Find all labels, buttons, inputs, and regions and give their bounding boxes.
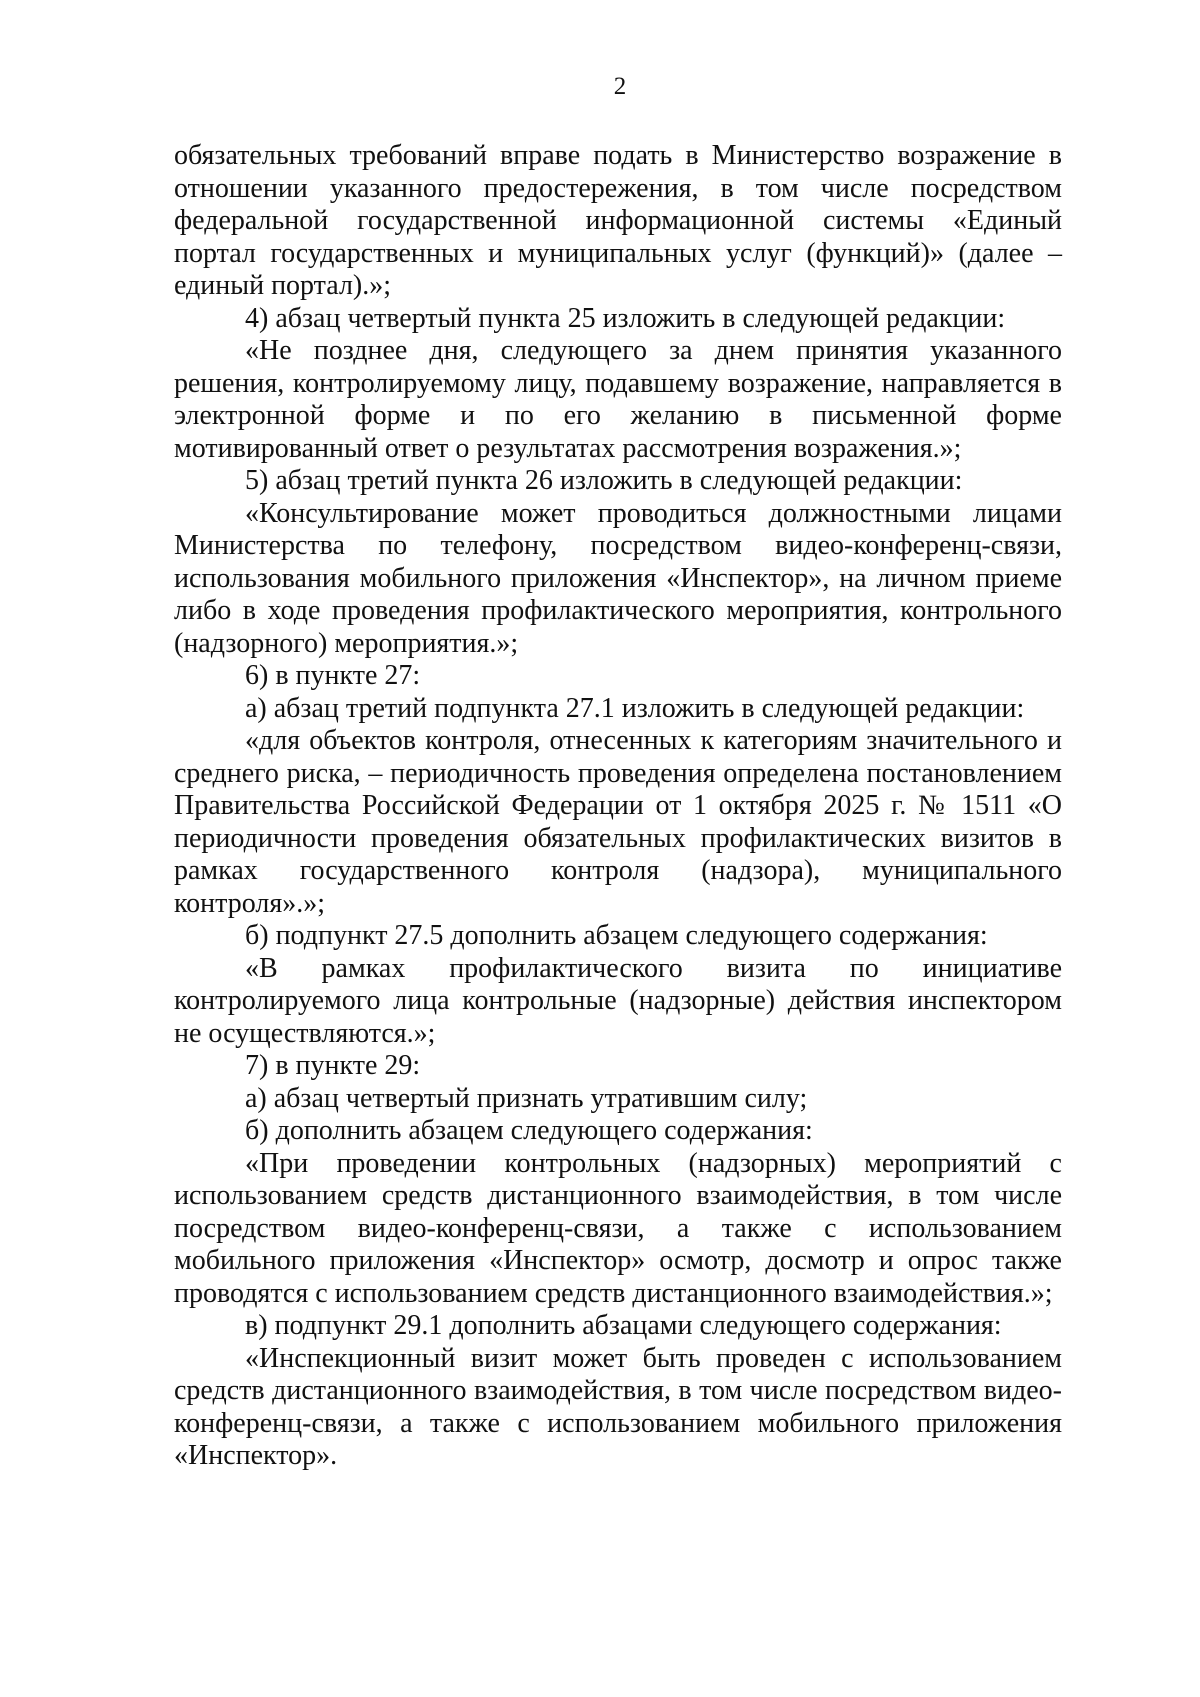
paragraph: обязательных требований вправе подать в Министерство возражение в отношении указанного предостережения, в том числе посредством федеральной государственной информационной системы «Единый портал государственных и муниципальных услуг (функций)» (далее – единый портал).»; <box>174 140 1062 301</box>
paragraph: б) дополнить абзацем следующего содержания: <box>245 1115 813 1146</box>
paragraph: «Инспекционный визит может быть проведен с использованием средств дистанционного взаимодействия, в том числе посредством видео-конференц-связи, а также с использованием мобильного приложения «Инспектор». <box>174 1342 1062 1471</box>
paragraph: «В рамках профилактического визита по инициативе контролируемого лица контрольные (надзорные) действия инспектором не осуществляются.»; <box>174 952 1062 1049</box>
paragraph: в) подпункт 29.1 дополнить абзацами следующего содержания: <box>245 1310 1002 1341</box>
paragraph: 7) в пункте 29: <box>245 1050 421 1081</box>
paragraph: б) подпункт 27.5 дополнить абзацем следующего содержания: <box>245 920 988 951</box>
paragraph: 4) абзац четвертый пункта 25 изложить в следующей редакции: <box>245 302 1006 334</box>
paragraph: а) абзац третий подпункта 27.1 изложить в следующей редакции: <box>245 692 1025 724</box>
paragraph: а) абзац четвертый признать утратившим силу; <box>245 1082 808 1114</box>
paragraph: «для объектов контроля, отнесенных к категориям значительного и среднего риска, – периодичность проведения определена постановлением Правительства Российской Федерации от 1 октября 2025 г. № 1511 «О периодичности проведения обязательных профилактических визитов в рамках государственного контроля (надзора), муниципального контроля».»; <box>174 725 1062 919</box>
document-body <box>174 140 1062 1473</box>
page-number: 2 <box>613 73 627 100</box>
paragraph: «Не позднее дня, следующего за днем принятия указанного решения, контролируемому лицу, подавшему возражение, направляется в электронной форме и по его желанию в письменной форме мотивированный ответ о результатах рассмотрения возражения.»; <box>174 335 1062 464</box>
paragraph: 6) в пункте 27: <box>245 660 421 691</box>
paragraph: 5) абзац третий пункта 26 изложить в следующей редакции: <box>245 465 963 496</box>
paragraph: «Консультирование может проводиться должностными лицами Министерства по телефону, посредством видео-конференц-связи, использования мобильного приложения «Инспектор», на личном приеме либо в ходе проведения профилактического мероприятия, контрольного (надзорного) мероприятия.»; <box>174 497 1062 659</box>
paragraph: «При проведении контрольных (надзорных) мероприятий с использованием средств дистанционного взаимодействия, в том числе посредством видео-конференц-связи, а также с использованием мобильного приложения «Инспектор» осмотр, досмотр и опрос также проводятся с использованием средств дистанционного взаимодействия.»; <box>174 1147 1062 1309</box>
